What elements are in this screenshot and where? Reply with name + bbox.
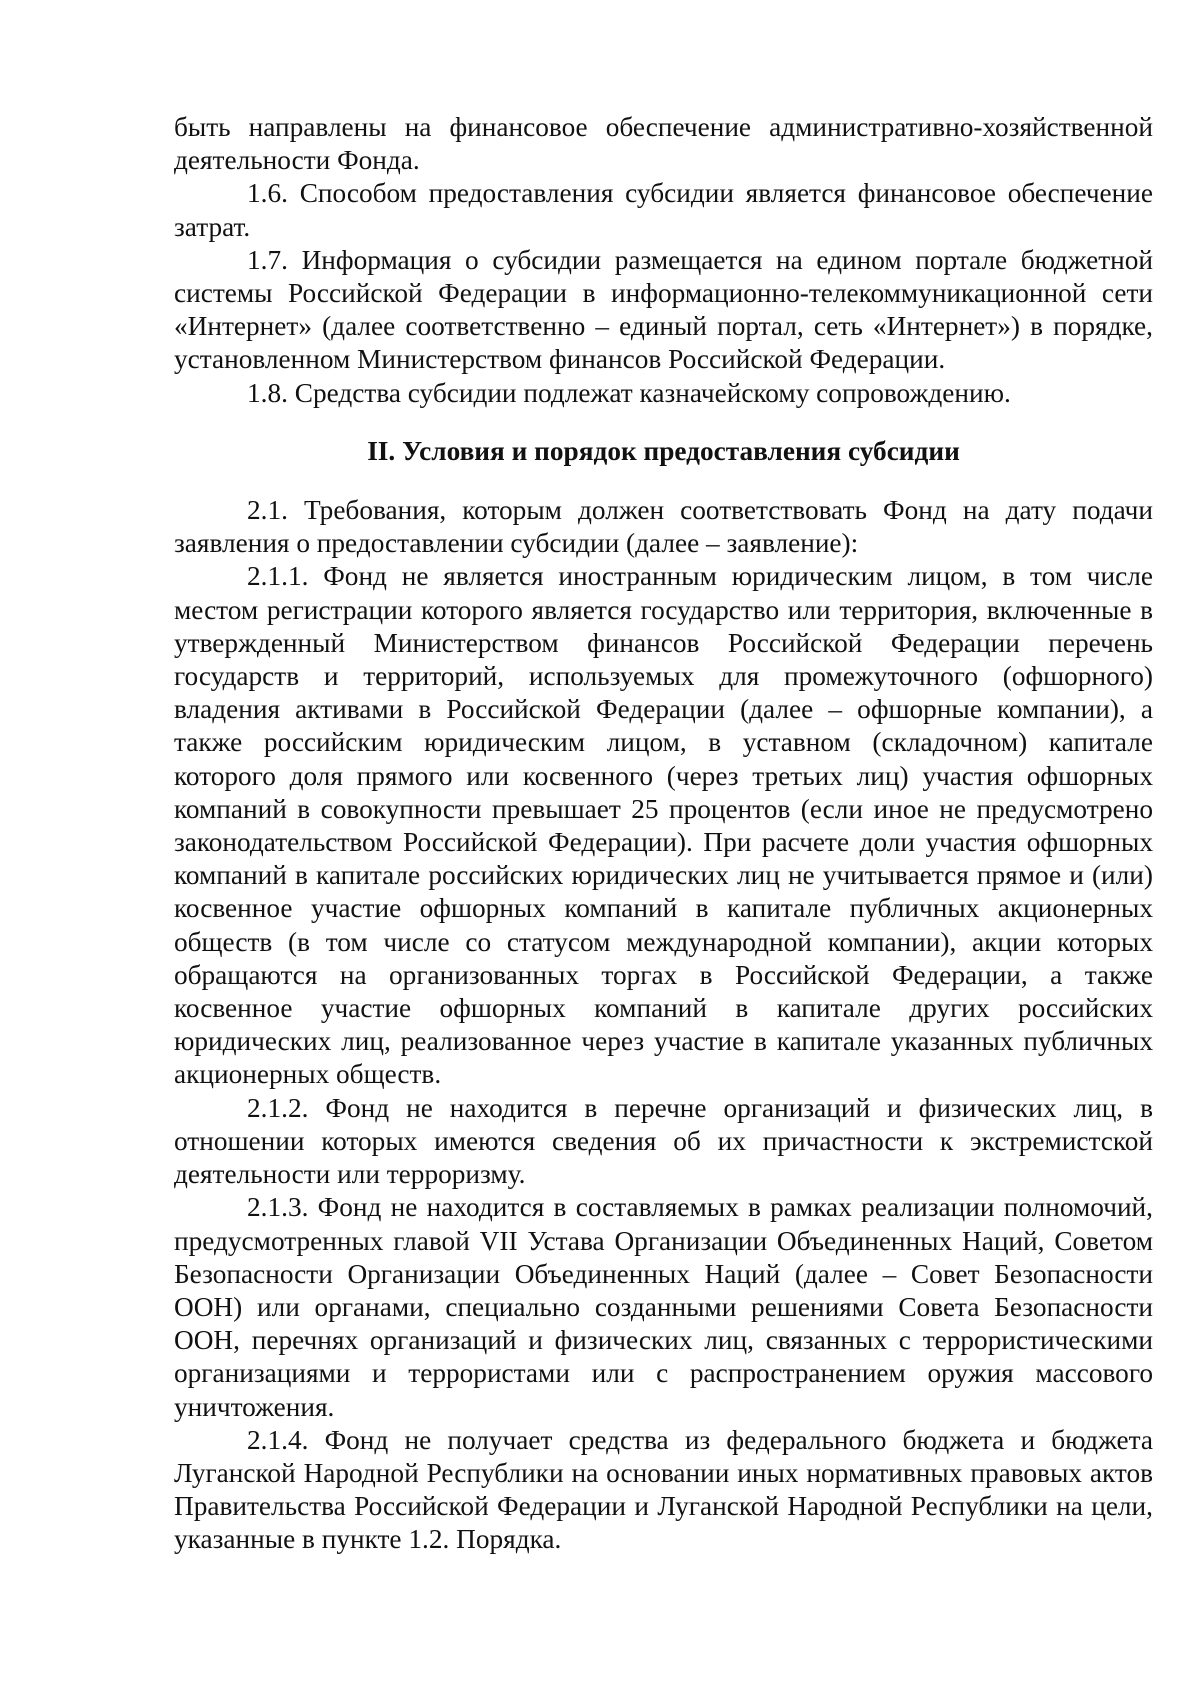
paragraph-1-8: 1.8. Средства субсидии подлежат казначейскому сопровождению. xyxy=(247,377,1011,408)
document-body xyxy=(174,111,1153,1557)
paragraph-2-1-4: 2.1.4. Фонд не получает средства из федерального бюджета и бюджета Луганской Народной Республики на основании иных нормативных правовых актов Правительства Российской Федерации и Луганской Народной Республики на цели, указанные в пункте 1.2. Порядка. xyxy=(174,1424,1153,1555)
paragraph-2-1-3: 2.1.3. Фонд не находится в составляемых в рамках реализации полномочий, предусмотренных главой VII Устава Организации Объединенных Наций, Советом Безопасности Организации Объединенных Наций (далее – Совет Безопасности ООН) или органами, специально созданными решениями Совета Безопасности ООН, перечнях организаций и физических лиц, связанных с террористическими организациями и террористами или с распространением оружия массового уничтожения. xyxy=(174,1192,1153,1422)
paragraph-continuation: быть направлены на финансовое обеспечение административно-хозяйственной деятельности Фонда. xyxy=(174,112,1153,176)
paragraph-1-7: 1.7. Информация о субсидии размещается на едином портале бюджетной системы Российской Федерации в информационно-телекоммуникационной сети «Интернет» (далее соответственно – единый портал, сеть «Интернет») в порядке, установленном Министерством финансов Российской Федерации. xyxy=(174,244,1153,375)
paragraph-2-1: 2.1. Требования, которым должен соответствовать Фонд на дату подачи заявления о предоставлении субсидии (далее – заявление): xyxy=(174,495,1153,559)
paragraph-1-6: 1.6. Способом предоставления субсидии является финансовое обеспечение затрат. xyxy=(174,178,1153,242)
paragraph-2-1-2: 2.1.2. Фонд не находится в перечне организаций и физических лиц, в отношении которых имеются сведения об их причастности к экстремистской деятельности или терроризму. xyxy=(174,1092,1153,1190)
paragraph-2-1-1: 2.1.1. Фонд не является иностранным юридическим лицом, в том числе местом регистрации которого является государство или территория, включенные в утвержденный Министерством финансов Российской Федерации перечень государств и территорий, используемых для промежуточного (офшорного) владения активами в Российской Федерации (далее – офшорные компании), а также российским юридическим лицом, в уставном (складочном) капитале которого доля прямого или косвенного (через третьих лиц) участия офшорных компаний в совокупности превышает 25 процентов (если иное не предусмотрено законодательством Российской Федерации). При расчете доли участия офшорных компаний в капитале российских юридических лиц не учитывается прямое и (или) косвенное участие офшорных компаний в капитале публичных акционерных обществ (в том числе со статусом международной компании), акции которых обращаются на организованных торгах в Российской Федерации, а также косвенное участие офшорных компаний в капитале других российских юридических лиц, реализованное через участие в капитале указанных публичных акционерных обществ. xyxy=(174,561,1153,1090)
section-heading: II. Условия и порядок предоставления субсидии xyxy=(367,435,960,466)
